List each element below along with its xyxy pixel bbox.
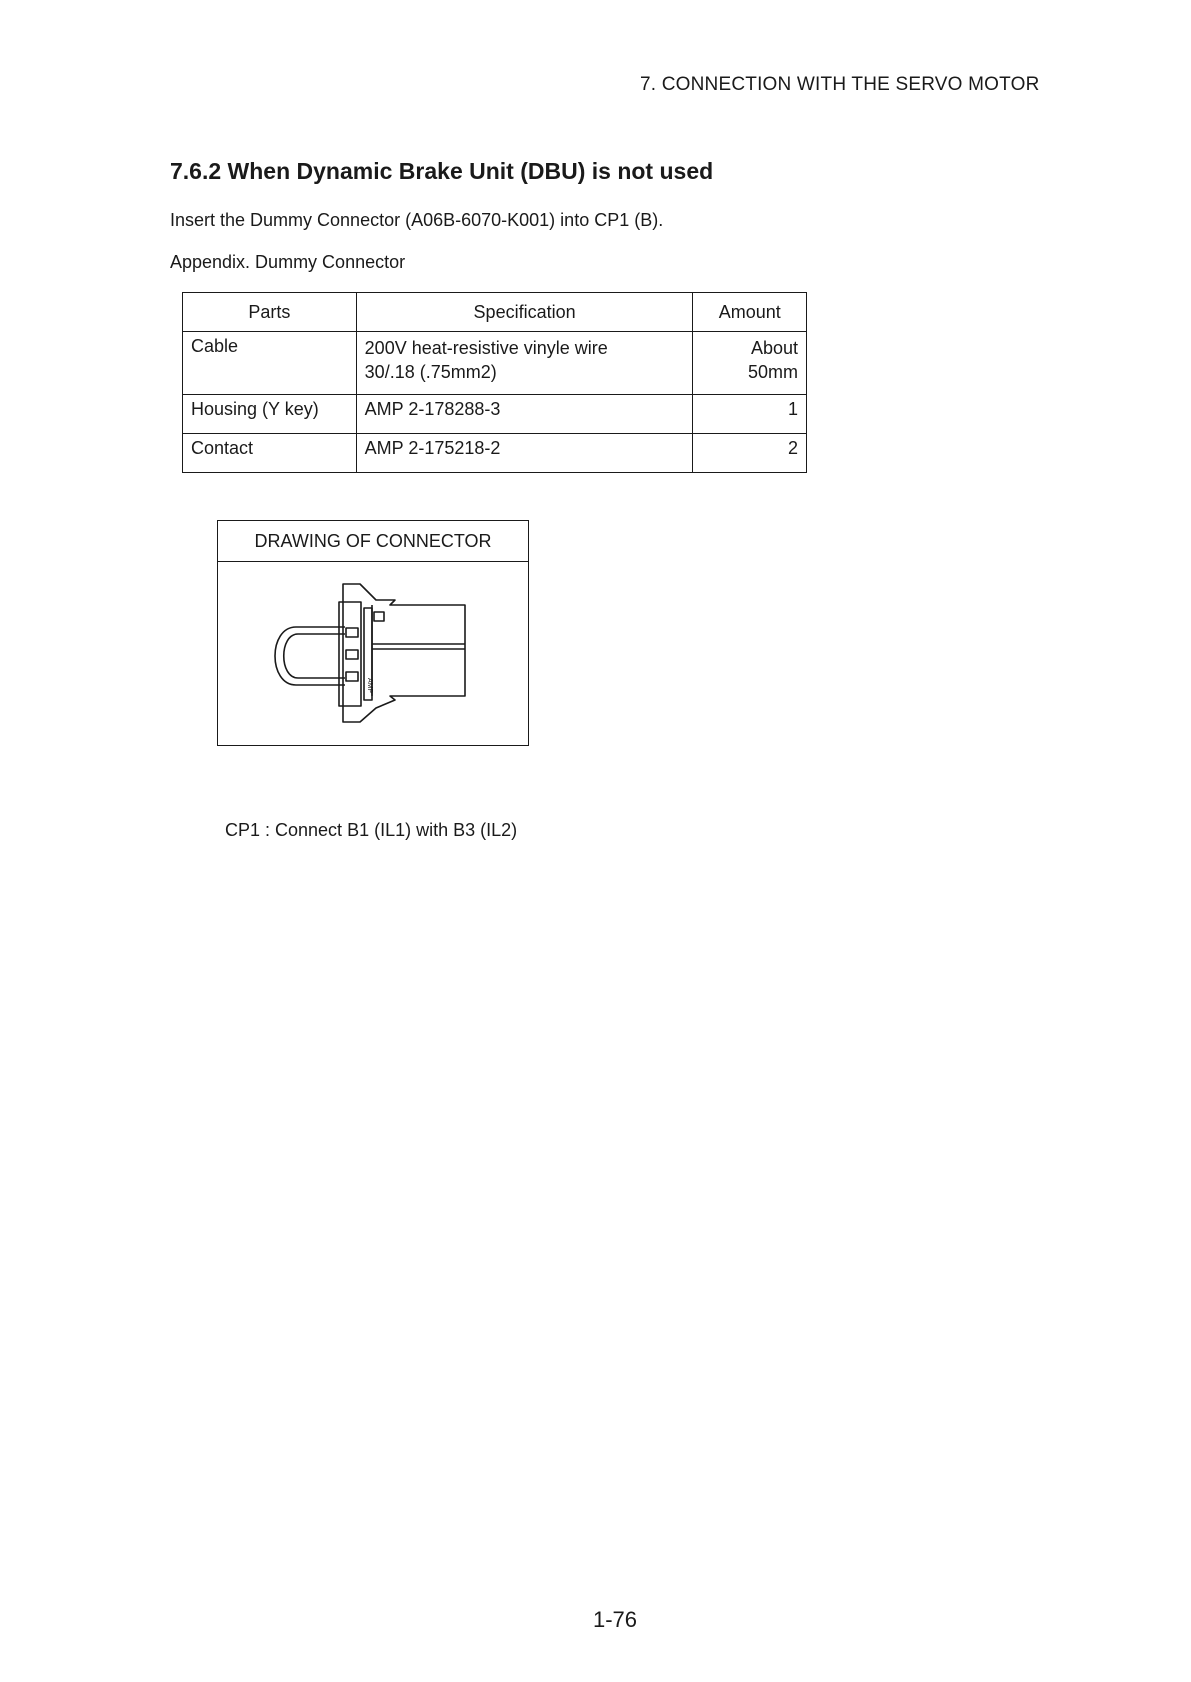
spec-cell: AMP 2-178288-3 bbox=[356, 395, 693, 434]
table-row bbox=[183, 395, 807, 434]
spec-line: 200V heat-resistive vinyle wire bbox=[364, 338, 608, 358]
page-number: 1-76 bbox=[593, 1607, 638, 1632]
pin-window bbox=[346, 650, 358, 659]
spec-cell: AMP 2-175218-2 bbox=[356, 434, 693, 473]
amount-cell: 1 bbox=[693, 395, 807, 434]
table-header-row bbox=[183, 293, 807, 332]
drawing-area bbox=[218, 562, 528, 746]
parts-table bbox=[182, 292, 807, 473]
spec-cell bbox=[356, 332, 693, 395]
column-header-amount: Amount bbox=[693, 293, 807, 332]
pin-window bbox=[374, 612, 384, 621]
amount-cell: 2 bbox=[693, 434, 807, 473]
column-header-specification: Specification bbox=[356, 293, 693, 332]
connector-drawing-box bbox=[217, 520, 529, 746]
cable-loop-outer bbox=[275, 627, 345, 685]
amount-cell bbox=[693, 332, 807, 395]
dummy-connector-drawing-icon bbox=[218, 562, 527, 745]
housing-marking: AMP bbox=[366, 678, 373, 694]
cp1-note: CP1 : Connect B1 (IL1) with B3 (IL2) bbox=[225, 820, 518, 840]
drawing-title: DRAWING OF CONNECTOR bbox=[218, 521, 528, 562]
part-cell: Contact bbox=[183, 434, 357, 473]
part-cell: Housing (Y key) bbox=[183, 395, 357, 434]
section-title: 7.6.2 When Dynamic Brake Unit (DBU) is not used bbox=[170, 158, 714, 184]
spec-line: 30/.18 (.75mm2) bbox=[364, 362, 497, 382]
instruction-text: Insert the Dummy Connector (A06B-6070-K001) into CP1 (B). bbox=[170, 210, 664, 230]
running-header: 7. CONNECTION WITH THE SERVO MOTOR bbox=[640, 74, 1040, 95]
column-header-parts: Parts bbox=[183, 293, 357, 332]
pin-window bbox=[346, 672, 358, 681]
cable-loop-inner bbox=[284, 634, 345, 678]
amount-line: 50mm bbox=[747, 362, 798, 382]
part-cell: Cable bbox=[183, 332, 357, 395]
table-row bbox=[183, 332, 807, 395]
amount-line: About bbox=[750, 338, 798, 358]
appendix-caption: Appendix. Dummy Connector bbox=[170, 252, 406, 272]
table-row bbox=[183, 434, 807, 473]
pin-window bbox=[346, 628, 358, 637]
